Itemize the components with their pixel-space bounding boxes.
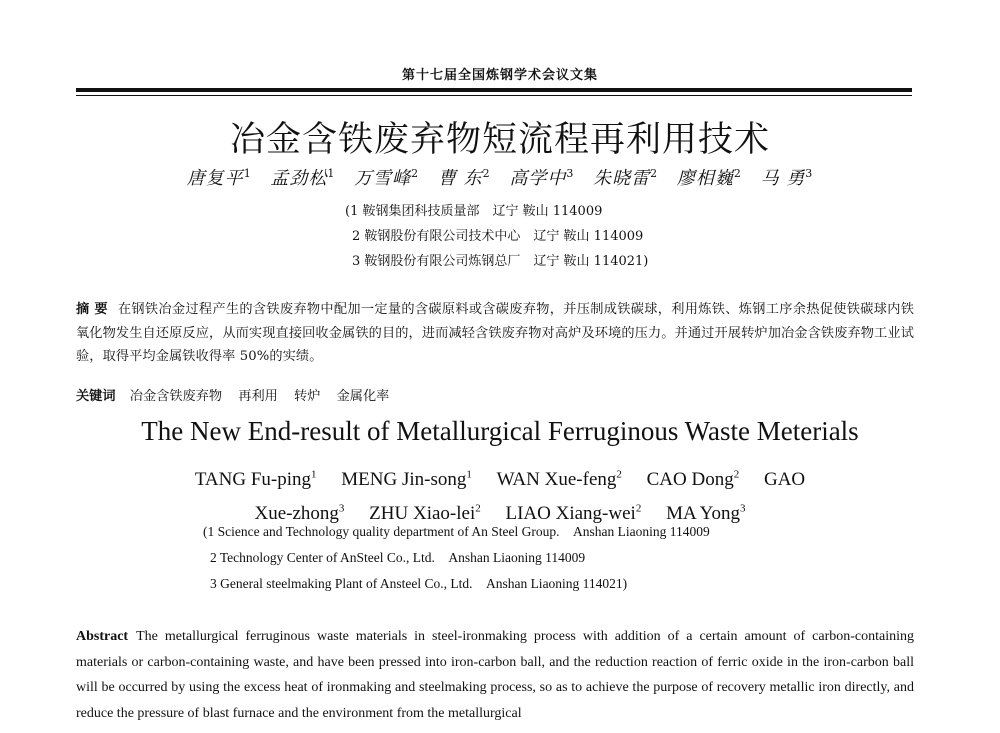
affiliation-cn-1: (1 鞍钢集团科技质量部 辽宁 鞍山 114009: [345, 204, 603, 219]
abstract-cn-text: 在钢铁冶金过程产生的含铁废弃物中配加一定量的含碳原料或含碳废弃物，并压制成铁碳球，利用炼铁、炼钢工序余热促使铁碳球内铁氧化物发生自还原反应，从而实现直接回收金属铁的目的，进而减轻含铁废弃物对高炉及环境的压力。并通过开展转炉加冶金含铁废弃物工业试验，取得平均金属铁收得率 50%的实绩。: [76, 302, 914, 364]
authors-english: [0, 461, 1000, 528]
author-en: MENG Jin-song$^1$: [341, 469, 472, 491]
author-cn: 高学中$^3$: [509, 167, 575, 189]
running-header: 第十七届全国炼钢学术会议文集: [401, 68, 598, 83]
authors-en-line-1: [0, 461, 1000, 494]
author-en: ZHU Xiao-lei$^2$: [369, 502, 481, 524]
title-english: The New End-result of Metallurgical Ferruginous Waste Meterials: [141, 416, 859, 446]
author-en-split: GAO: [763, 469, 806, 491]
author-en: LIAO Xiang-wei$^2$: [505, 502, 642, 524]
authors-chinese: [0, 164, 1000, 190]
affiliation-en-2: 2 Technology Center of AnSteel Co., Ltd. Anshan Liaoning 114009: [210, 550, 586, 565]
author-cn: 万雪峰$^2$: [354, 167, 420, 189]
keywords-chinese: [76, 385, 401, 404]
keyword: 冶金含铁废弃物: [129, 389, 223, 404]
keywords-cn-label: 关键词: [76, 389, 116, 404]
author-en-split-tail: Xue-zhong$^3$: [254, 502, 345, 524]
author-cn: 马 勇$^3$: [760, 167, 814, 189]
author-en: MA Yong$^3$: [666, 502, 746, 524]
author-cn: 廖相巍$^2$: [676, 167, 742, 189]
affiliation-cn-2: 2 鞍钢股份有限公司技术中心 辽宁 鞍山 114009: [352, 229, 644, 244]
author-en: CAO Dong$^2$: [646, 469, 740, 491]
affiliation-en-3: 3 General steelmaking Plant of Ansteel Co., Ltd. Anshan Liaoning 114021): [210, 576, 628, 591]
affiliation-en-1: (1 Science and Technology quality department of An Steel Group. Anshan Liaoning 114009: [203, 524, 710, 539]
abstract-chinese: [76, 298, 914, 369]
keyword: 转炉: [294, 389, 321, 404]
abstract-english: [76, 624, 914, 726]
keyword: 再利用: [238, 389, 278, 404]
author-cn: 朱晓雷$^2$: [593, 167, 659, 189]
author-cn: 曹 东$^2$: [437, 167, 491, 189]
abstract-cn-label: 摘 要: [76, 302, 108, 317]
affiliation-cn-3: 3 鞍钢股份有限公司炼钢总厂 辽宁 鞍山 114021): [352, 254, 649, 269]
abstract-en-text: The metallurgical ferruginous waste materials in steel-ironmaking process with addition of a certain amount of carbon-containing materials or carbon-containing waste, and have been pressed into iron-carbon ball, and the reduction reaction of ferric oxide in the iron-carbon ball will be occurred by using the excess heat of ironmaking and steelmaking process, so as to achieve the purpose of recovery metallic iron directly, and reduce the pressure of blast furnace and the environment from the metallurgical: [76, 629, 914, 721]
author-cn: 孟劲松$^1$: [270, 167, 336, 189]
title-chinese: 冶金含铁废弃物短流程再利用技术: [229, 120, 770, 160]
header-rule-thin: [76, 95, 912, 96]
header-rule-thick: [76, 88, 912, 92]
keyword: 金属化率: [336, 389, 390, 404]
abstract-en-label: Abstract: [76, 629, 129, 644]
author-en: TANG Fu-ping$^1$: [194, 469, 317, 491]
author-cn: 唐复平$^1$: [186, 167, 252, 189]
author-en: WAN Xue-feng$^2$: [496, 469, 622, 491]
